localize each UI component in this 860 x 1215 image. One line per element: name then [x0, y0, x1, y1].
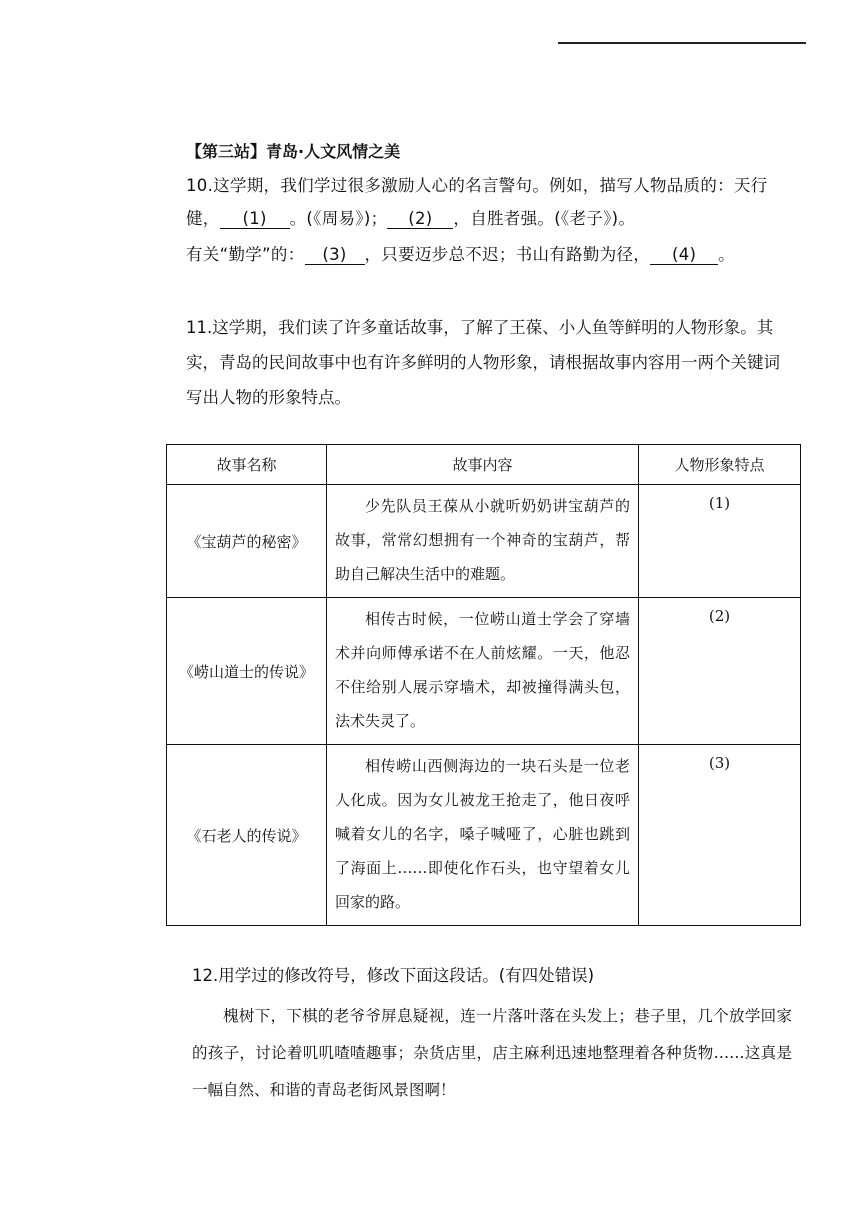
answer-blank-4[interactable]: (4)	[650, 245, 718, 265]
story-content: 少先队员王葆从小就听奶奶讲宝葫芦的故事，常常幻想拥有一个神奇的宝葫芦，帮助自己解决生活中的难题。	[327, 485, 639, 598]
story-content: 相传崂山西侧海边的一块石头是一位老人化成。因为女儿被龙王抢走了，他日夜呼喊着女儿的名字，嗓子喊哑了，心脏也跳到了海面上……即使化作石头，也守望着女儿回家的路。	[327, 745, 639, 926]
q10-line-3	[186, 241, 735, 265]
story-content: 相传古时候，一位崂山道士学会了穿墙术并向师傅承诺不在人前炫耀。一天，他忍不住给别人展示穿墙术，却被撞得满头包，法术失灵了。	[327, 598, 639, 745]
q10-text: 。(《周易》)；	[289, 209, 388, 228]
answer-blank-3[interactable]: (3)	[305, 245, 365, 265]
story-name: 《石老人的传说》	[167, 745, 327, 926]
q12-paragraph: 槐树下，下棋的老爷爷屏息疑视，连一片落叶落在头发上；巷子里，几个放学回家的孩子，讨论着叽叽喳喳趣事；杂货店里，店主麻利迅速地整理着各种货物……这真是一幅自然、和谐的青岛老街风景图啊！	[192, 1007, 792, 1099]
q10-line-2	[186, 205, 635, 229]
q11-prompt: 11.这学期，我们读了许多童话故事，了解了王葆、小人鱼等鲜明的人物形象。其实，青岛的民间故事中也有许多鲜明的人物形象，请根据故事内容用一两个关键词写出人物的形象特点。	[186, 318, 780, 407]
trait-answer-cell[interactable]: (3)	[639, 745, 801, 926]
header-story-name: 故事名称	[167, 445, 327, 485]
trait-answer-cell[interactable]: (1)	[639, 485, 801, 598]
story-name: 《崂山道士的传说》	[167, 598, 327, 745]
table-row	[167, 745, 801, 926]
header-character-trait: 人物形象特点	[639, 445, 801, 485]
q10-text: 有关“勤学”的：	[186, 245, 305, 264]
q10-line-1: 10.这学期，我们学过很多激励人心的名言警句。例如，描写人物品质的：天行	[186, 176, 768, 195]
table-header-row	[167, 445, 801, 485]
q10-text: 。	[718, 245, 735, 264]
q10-text: ，只要迈步总不迟；书山有路勤为径，	[364, 245, 651, 264]
header-story-content: 故事内容	[327, 445, 639, 485]
answer-blank-2[interactable]: (2)	[387, 209, 453, 229]
header-rule	[558, 42, 806, 44]
trait-answer-cell[interactable]: (2)	[639, 598, 801, 745]
table-row	[167, 485, 801, 598]
q10-text: ，自胜者强。(《老子》)。	[453, 209, 636, 228]
story-name: 《宝葫芦的秘密》	[167, 485, 327, 598]
q12-prompt: 12.用学过的修改符号，修改下面这段话。(有四处错误)	[192, 966, 595, 985]
answer-blank-1[interactable]: (1)	[220, 209, 290, 229]
story-table	[166, 444, 801, 926]
q10-text: 健，	[186, 209, 220, 228]
table-row	[167, 598, 801, 745]
section-title: 【第三站】青岛·人文风情之美	[186, 142, 401, 161]
